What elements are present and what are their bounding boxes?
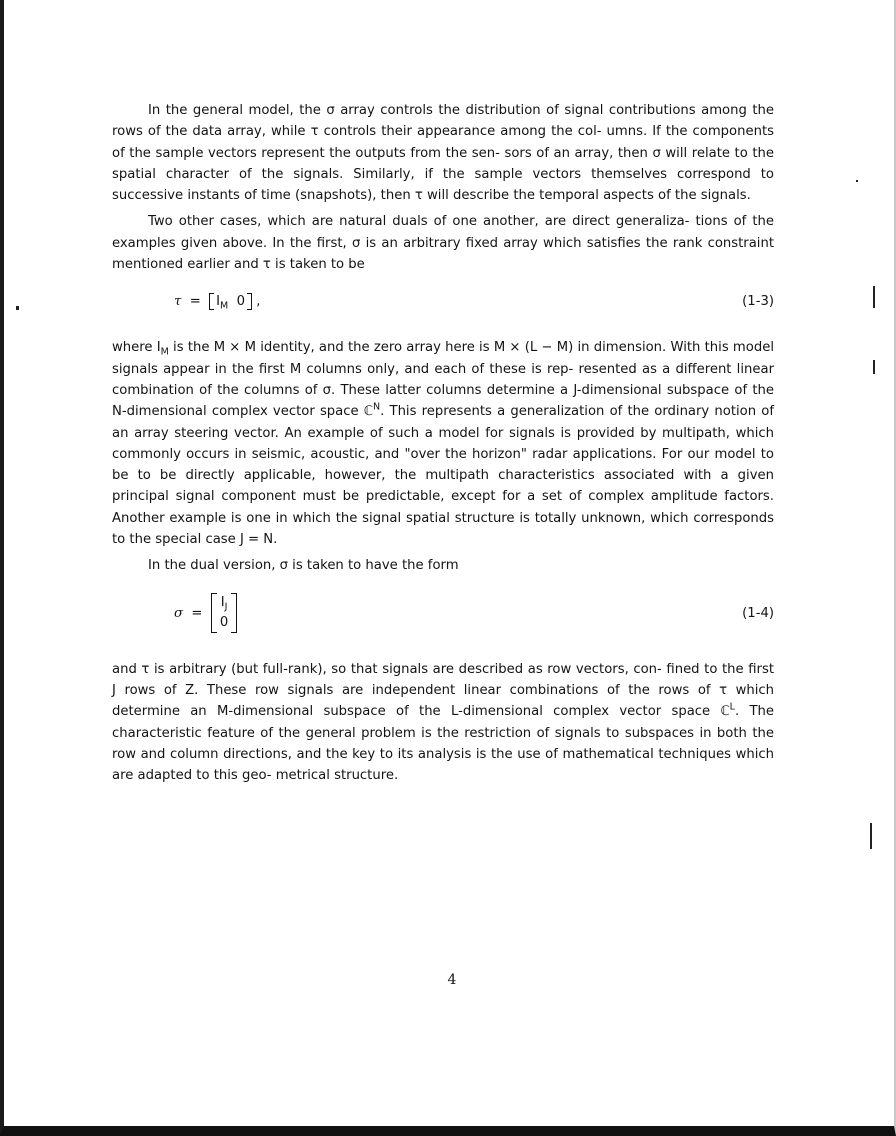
identity-symbol: I	[216, 294, 221, 310]
equation-number: (1-4)	[742, 605, 774, 621]
equation-1-4	[112, 587, 774, 647]
paragraph-dual-cases: Two other cases, which are natural duals of one another, are direct generaliza- tions of the examples given above. In the first, σ is an arbitrary fixed array which satisfies the rank constraint mentioned earlier and τ is taken to be	[112, 214, 774, 273]
paragraph-row-signals	[112, 659, 774, 787]
equation-comma: ,	[256, 294, 261, 310]
page-body	[112, 100, 774, 791]
page-number: 4	[447, 972, 457, 988]
scan-artifact	[16, 306, 19, 310]
space-superscript: N	[373, 401, 381, 413]
text-segment: . This represents a generalization of the ordinary notion of an array steering vector. An example of such a model for signals is provided by multipath, which commonly occurs in seismic, acoustic, and "over the horizon" radar applications. For our model to be to be directly applicable, however, the multipath characteristics associated with a given principal signal component must be predictable, except for a set of complex amplitude factors. Another example is one in which the signal spatial structure is totally unknown, which corresponds to the special case J = N.	[112, 404, 774, 548]
zero-block: 0	[236, 294, 246, 310]
scan-artifact	[873, 360, 875, 374]
text-segment: . The characteristic feature of the general problem is the restriction of signals to subspaces in both the row and column directions, and the key to its analysis is the use of mathematical techniques which are adapted to this geo- metrical structure.	[112, 704, 774, 784]
equation-1-3	[112, 285, 774, 325]
text-segment: is the M × M identity, and the zero array here is M × (L − M) in dimension. With this model signals appear in the first M columns only, and each of these is rep- resented as a different linear combination of the columns of σ. These latter columns determine a J-dimensional subspace of the N-dimensional complex vector space ℂ	[112, 340, 774, 420]
equation-body	[174, 291, 260, 312]
equals-sign: =	[191, 605, 203, 621]
identity-subscript: M	[220, 301, 229, 313]
equals-sign: =	[189, 294, 201, 310]
scan-artifact	[873, 286, 875, 308]
paragraph-identity-description	[112, 337, 774, 550]
matrix-top-entry: $I_J$	[220, 594, 228, 613]
text-segment: where I	[112, 340, 161, 356]
scan-artifact	[856, 180, 858, 182]
text-segment: and τ is arbitrary (but full-rank), so that signals are described as row vectors, con- fined to the first J rows of Z. These row signals are independent linear combinations of the rows of τ which determine an M-dimensional subspace of the L-dimensional complex vector space ℂ	[112, 661, 774, 720]
matrix-bottom-entry: 0	[219, 614, 229, 630]
scan-artifact	[870, 823, 872, 849]
sigma-symbol: σ	[174, 605, 184, 621]
column-matrix	[211, 593, 237, 633]
identity-subscript: M	[160, 347, 169, 359]
space-superscript: L	[729, 701, 735, 713]
tau-symbol: τ	[174, 294, 182, 310]
bracket-matrix	[209, 293, 252, 313]
paragraph-dual-version: In the dual version, σ is taken to have the form	[148, 558, 459, 574]
paragraph-general-model: In the general model, the σ array controls the distribution of signal contributions among the rows of the data array, while τ controls their appearance among the col- umns. If the components of the sample vectors represent the outputs from the sen- sors of an array, then σ will relate to the spatial character of the signals. Similarly, if the sample vectors themselves correspond to successive instants of time (snapshots), then τ will describe the temporal aspects of the signals.	[112, 103, 774, 204]
equation-number: (1-3)	[742, 294, 774, 310]
equation-body	[174, 593, 237, 633]
